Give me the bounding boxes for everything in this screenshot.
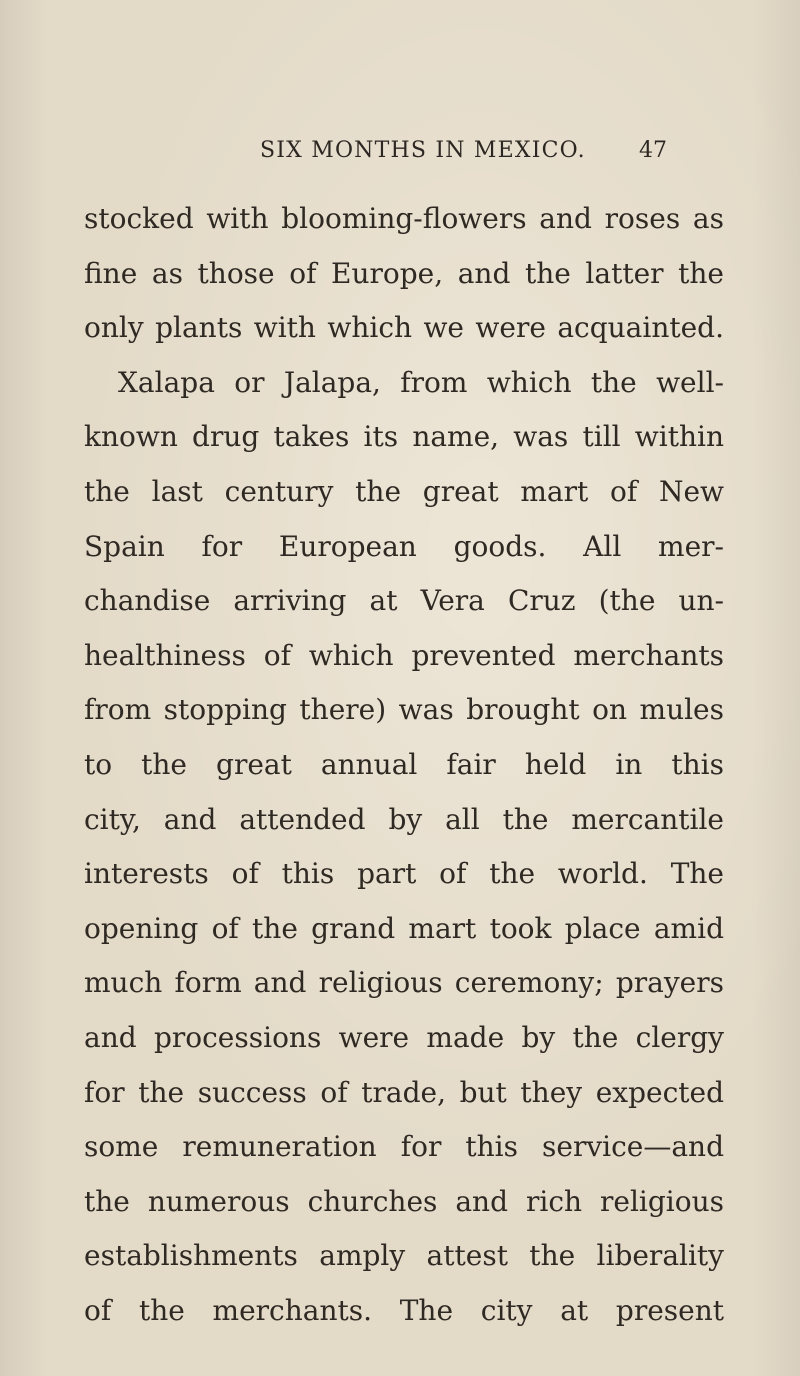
text-line: fine as those of Europe, and the latter the <box>84 257 724 290</box>
page-number: 47 <box>639 138 667 163</box>
text-line: for the success of trade, but they expected <box>84 1076 724 1109</box>
text-line: Spain for European goods. All mer- <box>84 530 724 563</box>
text-line: the last century the great mart of New <box>84 475 724 508</box>
text-line: only plants with which we were acquainted. <box>84 311 724 344</box>
text-line: some remuneration for this service—and <box>84 1130 724 1163</box>
page-header <box>0 138 800 178</box>
text-line: known drug takes its name, was till within <box>84 420 724 453</box>
text-line: city, and attended by all the mercantile <box>84 803 724 836</box>
text-line: stocked with blooming-flowers and roses as <box>84 202 724 235</box>
text-line: healthiness of which prevented merchants <box>84 639 724 672</box>
running-head: SIX MONTHS IN MEXICO. <box>260 138 586 163</box>
text-line: and processions were made by the clergy <box>84 1021 724 1054</box>
text-line: of the merchants. The city at present <box>84 1294 724 1327</box>
text-line: from stopping there) was brought on mules <box>84 693 724 726</box>
text-line: much form and religious ceremony; prayers <box>84 966 724 999</box>
text-line: opening of the grand mart took place amid <box>84 912 724 945</box>
text-line: interests of this part of the world. The <box>84 857 724 890</box>
text-line: to the great annual fair held in this <box>84 748 724 781</box>
text-line: Xalapa or Jalapa, from which the well- <box>118 366 724 399</box>
text-line: the numerous churches and rich religious <box>84 1185 724 1218</box>
text-line: chandise arriving at Vera Cruz (the un- <box>84 584 724 617</box>
text-line: establishments amply attest the liberality <box>84 1239 724 1272</box>
